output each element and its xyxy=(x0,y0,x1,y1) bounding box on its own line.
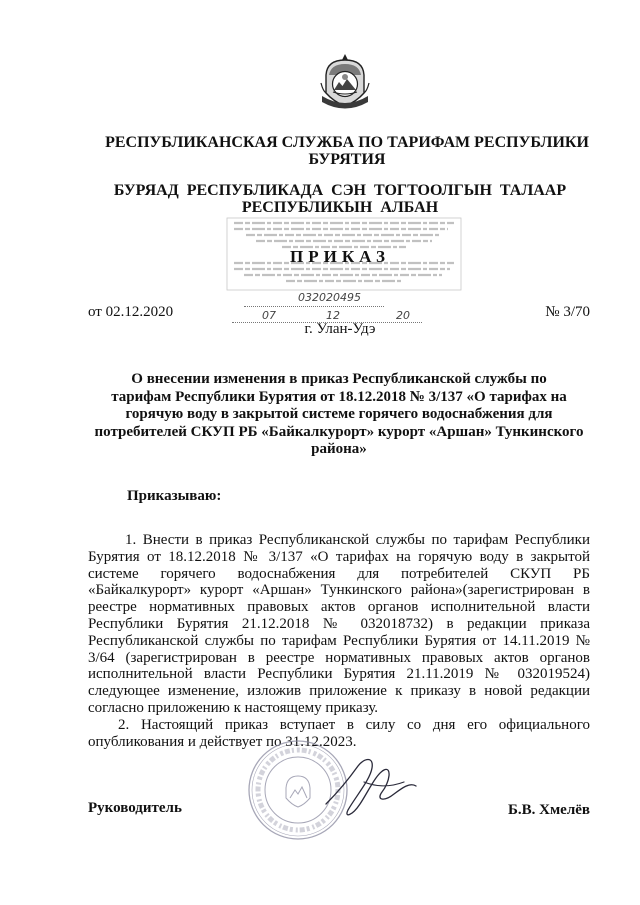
organization-name-bua-line: РЕСПУБЛИКЫН АЛБАН xyxy=(241,199,439,216)
document-number: № 3/70 xyxy=(545,304,590,320)
organization-name-bua xyxy=(80,182,600,216)
registration-day: 07 xyxy=(262,309,276,322)
body-line: системе горячего водоснабжения для потребителей СКУП РБ xyxy=(88,565,590,582)
organization-name-bua-line: БУРЯАД РЕСПУБЛИКАДА СЭН ТОГТООЛГЫН ТАЛААР xyxy=(113,182,567,199)
signatory-name: Б.В. Хмелёв xyxy=(507,802,590,818)
document-date: от 02.12.2020 xyxy=(88,304,174,320)
coat-of-arms-icon xyxy=(317,53,373,111)
document-body xyxy=(88,532,590,750)
body-line: опубликования и действует по 31.12.2023. xyxy=(88,733,357,750)
body-line: Республиканской службы по тарифам Республики Бурятия от 14.11.2019 № xyxy=(88,632,590,649)
title-line: потребителей СКУП РБ «Байкалкурорт» курорт «Аршан» Тункинского xyxy=(94,423,584,440)
registration-number-rule xyxy=(244,306,384,307)
signatory-position: Руководитель xyxy=(88,800,182,816)
registration-month: 12 xyxy=(326,309,340,322)
body-line: Республики Бурятия 21.12.2018 № 032018732) в редакции приказа xyxy=(88,615,590,632)
registration-date-rule xyxy=(232,322,422,323)
organization-name-ru xyxy=(87,135,607,168)
title-line: тарифам Республики Бурятия от 18.12.2018 № 3/137 «О тарифах на xyxy=(111,388,567,405)
handwritten-signature xyxy=(318,752,422,822)
body-line: реестре нормативных правовых актов органов исполнительной власти xyxy=(88,599,590,616)
document-title xyxy=(88,371,590,459)
order-word: Приказываю: xyxy=(127,488,222,504)
coat-of-arms-graphic xyxy=(317,53,373,111)
organization-name-ru-line: РЕСПУБЛИКАНСКАЯ СЛУЖБА ПО ТАРИФАМ РЕСПУБЛИКИ xyxy=(105,134,589,151)
body-line: исполнительной власти Республики Бурятия 21.11.2019 № 032019524) xyxy=(88,666,590,683)
body-line: Бурятия от 18.12.2018 № 3/137 «О тарифах на горячую воду в закрытой xyxy=(88,548,590,565)
body-line: согласно приложению к настоящему приказу. xyxy=(88,699,379,716)
title-line: района» xyxy=(311,441,367,457)
registration-number: 032020495 xyxy=(298,291,361,304)
body-line: 2. Настоящий приказ вступает в силу со дня его официального xyxy=(118,716,590,733)
title-line: О внесении изменения в приказ Республиканской службы по xyxy=(131,371,547,387)
body-line: «Байкалкурорт» курорт «Аршан» Тункинского района»(зарегистрирован в xyxy=(88,582,590,599)
registration-year: 20 xyxy=(396,309,410,322)
document-city: г. Улан-Удэ xyxy=(304,321,376,337)
document-type: ПРИКАЗ xyxy=(290,247,390,266)
title-line: горячую воду в закрытой системе горячего водоснабжения для xyxy=(125,406,553,422)
body-line: следующее изменение, изложив приложение к приказу в новой редакции xyxy=(88,683,590,700)
body-line: 3/64 (зарегистрирован в реестре нормативных правовых актов органов xyxy=(88,649,590,666)
signature-graphic xyxy=(318,752,422,822)
organization-name-ru-line: БУРЯТИЯ xyxy=(308,150,386,168)
body-line: 1. Внести в приказ Республиканской службы по тарифам Республики xyxy=(125,532,590,548)
